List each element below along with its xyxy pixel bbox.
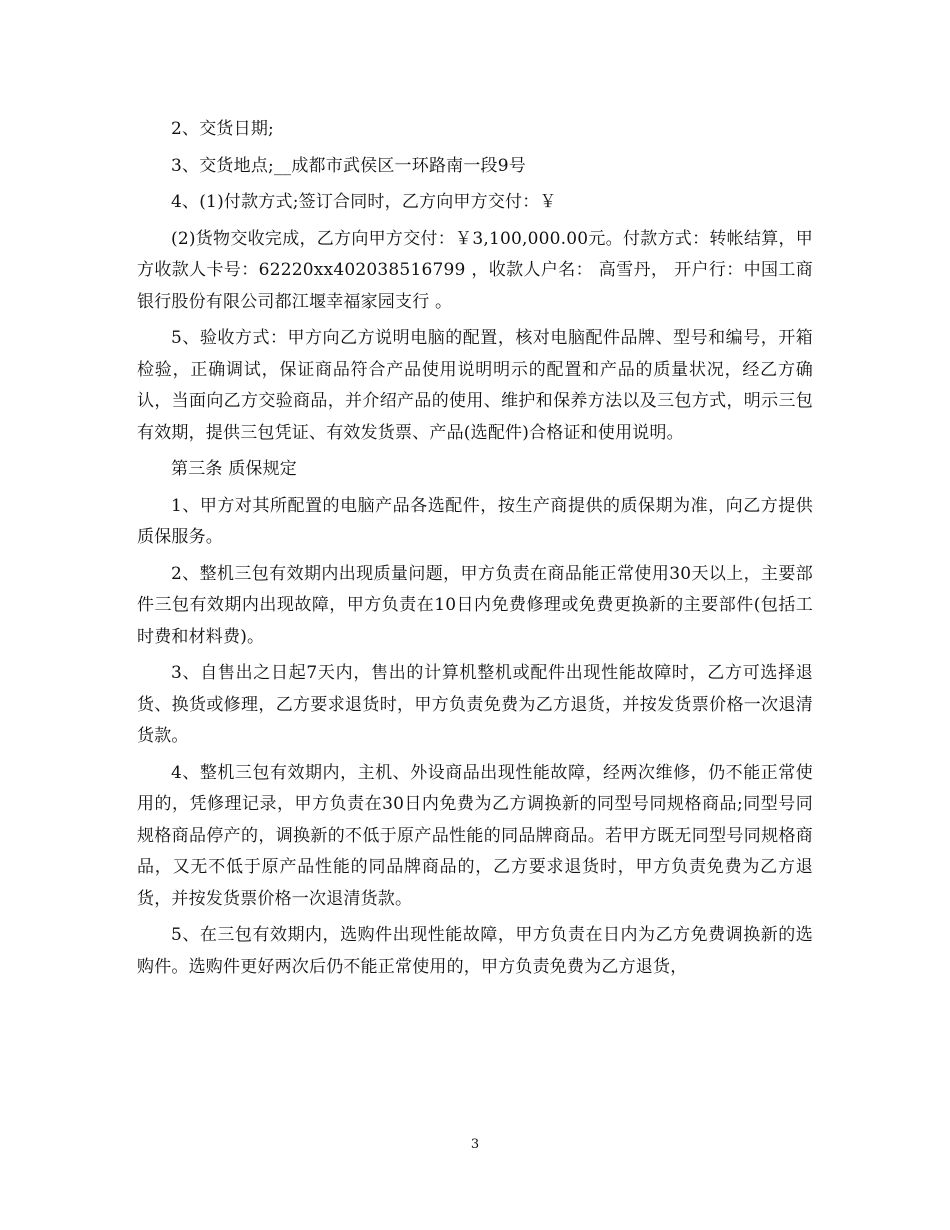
paragraph-warranty-3: 3、自售出之日起7天内，售出的计算机整机或配件出现性能故障时，乙方可选择退货、换货或修理，乙方要求退货时，甲方负责免费为乙方退货，并按发货票价格一次退清货款。 [137, 663, 813, 746]
paragraph-delivery-date: 2、交货日期; [171, 119, 274, 139]
document-body [137, 114, 813, 988]
paragraph-acceptance-method: 5、验收方式：甲方向乙方说明电脑的配置，核对电脑配件品牌、型号和编号，开箱检验，正确调试，保证商品符合产品使用说明明示的配置和产品的质量状况，经乙方确认，当面向乙方交验商品，并介绍产品的使用、维护和保养方法以及三包方式，明示三包有效期，提供三包凭证、有效发货票、产品(选配件)合格证和使用说明。 [137, 328, 813, 443]
paragraph-warranty-4: 4、整机三包有效期内，主机、外设商品出现性能故障，经两次维修，仍不能正常使用的，凭修理记录，甲方负责在30日内免费为乙方调换新的同型号同规格商品;同型号同规格商品停产的，调换新的不低于原产品性能的同品牌商品。若甲方既无同型号同规格商品，又无不低于原产品性能的同品牌商品的，乙方要求退货时，甲方负责免费为乙方退货，并按发货票价格一次退清货款。 [137, 762, 813, 909]
paragraph-warranty-5: 5、在三包有效期内，选购件出现性能故障，甲方负责在日内为乙方免费调换新的选购件。选购件更好两次后仍不能正常使用的，甲方负责免费为乙方退货， [137, 925, 813, 977]
paragraph-warranty-1: 1、甲方对其所配置的电脑产品各选配件，按生产商提供的质保期为准，向乙方提供质保服务。 [137, 495, 813, 547]
paragraph-payment-method-1: 4、(1)付款方式;签订合同时，乙方向甲方交付：￥ [171, 192, 557, 212]
paragraph-warranty-2: 2、整机三包有效期内出现质量问题，甲方负责在商品能正常使用30天以上，主要部件三包有效期内出现故障，甲方负责在10日内免费修理或免费更换新的主要部件(包括工时费和材料费)。 [137, 563, 813, 647]
page-number: 3 [470, 1137, 480, 1152]
paragraph-payment-method-2: (2)货物交收完成，乙方向甲方交付：￥3,100,000.00元。付款方式：转帐结算，甲方收款人卡号：62220xx402038516799 ，收款人户名： 高雪丹， 开户行：中国工商银行股份有限公司都江堰幸福家园支行 。 [137, 228, 813, 312]
paragraph-delivery-location: 3、交货地点;__成都市武侯区一环路南一段9号 [171, 155, 526, 176]
section-heading-warranty: 第三条 质保规定 [171, 459, 298, 479]
